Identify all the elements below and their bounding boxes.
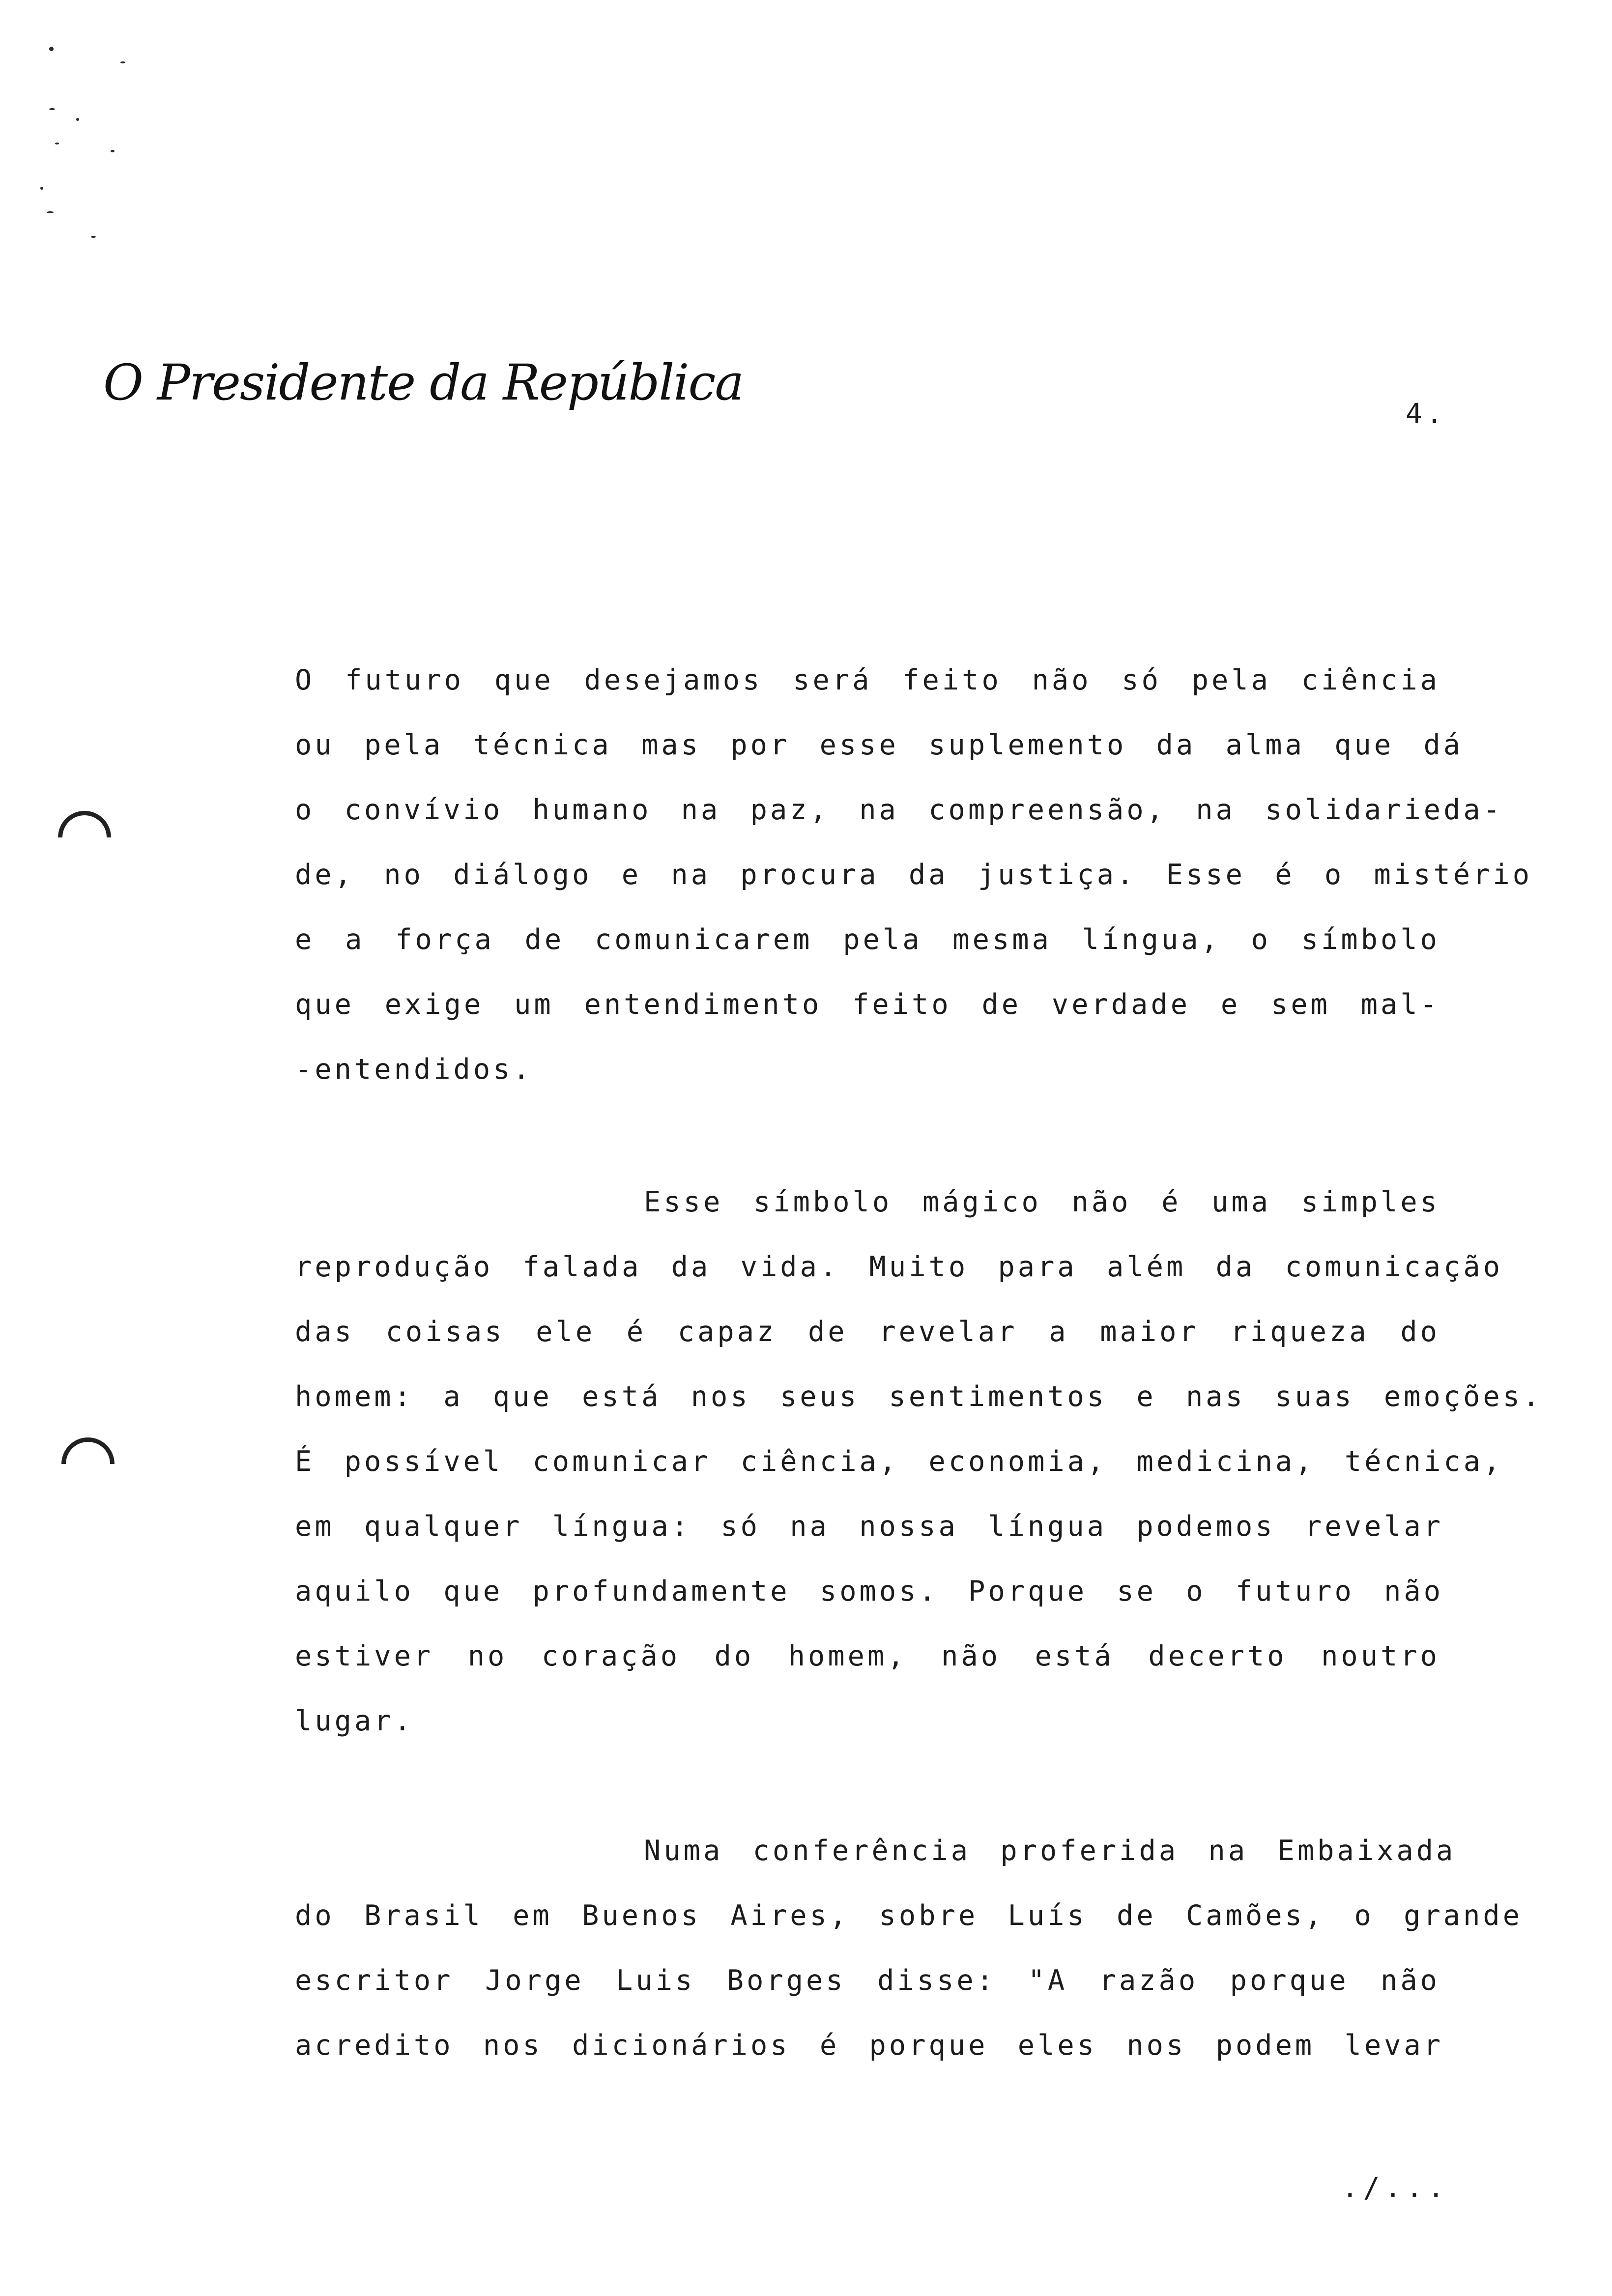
scan-speck [91, 236, 96, 238]
text-line: lugar. [295, 1705, 414, 1737]
text-line: do Brasil em Buenos Aires, sobre Luís de Camões, o grande [295, 1899, 1523, 1932]
hole-punch-mark [47, 800, 122, 875]
text-line: e a força de comunicarem pela mesma língua, o símbolo [295, 923, 1440, 956]
text-line: Esse símbolo mágico não é uma simples [644, 1186, 1440, 1218]
paragraph [295, 1818, 1523, 2078]
scan-speck [49, 47, 54, 51]
text-line: que exige um entendimento feito de verdade e sem mal- [295, 988, 1440, 1021]
text-line: o convívio humano na paz, na compreensão, na solidarieda- [295, 794, 1503, 826]
text-line: aquilo que profundamente somos. Porque se o futuro não [295, 1575, 1444, 1607]
text-line: ou pela técnica mas por esse suplemento da alma que dá [295, 729, 1464, 761]
scan-speck [40, 187, 43, 190]
text-line: estiver no coração do homem, não está decerto noutro [295, 1640, 1440, 1672]
paragraph [295, 648, 1533, 1102]
scan-speck [47, 211, 54, 213]
text-line: homem: a que está nos seus sentimentos e nas suas emoções. [295, 1380, 1543, 1413]
scan-speck [111, 150, 115, 152]
scan-speck [76, 118, 79, 121]
text-line: reprodução falada da vida. Muito para além da comunicação [295, 1251, 1503, 1283]
paragraph [295, 1170, 1543, 1753]
scan-speck [120, 61, 125, 63]
text-line: É possível comunicar ciência, economia, medicina, técnica, [295, 1445, 1503, 1478]
text-line: de, no diálogo e na procura da justiça. Esse é o mistério [295, 859, 1533, 891]
text-line: O futuro que desejamos será feito não só pela ciência [295, 664, 1440, 696]
text-line: em qualquer língua: só na nossa língua podemos revelar [295, 1510, 1444, 1543]
scan-speck [55, 143, 59, 144]
text-line: escritor Jorge Luis Borges disse: "A razão porque não [295, 1964, 1440, 1997]
continuation-mark: ./... [1342, 2172, 1449, 2204]
text-line: das coisas ele é capaz de revelar a maior riqueza do [295, 1316, 1440, 1348]
hole-punch-mark [51, 1427, 126, 1502]
text-line: Numa conferência proferida na Embaixada [644, 1835, 1456, 1867]
scan-speck [49, 108, 55, 110]
text-line: acredito nos dicionários é porque eles nos podem levar [295, 2029, 1444, 2062]
text-line: -entendidos. [295, 1053, 533, 1086]
letterhead: O Presidente da República [103, 354, 744, 411]
page-number: 4. [1406, 398, 1447, 430]
